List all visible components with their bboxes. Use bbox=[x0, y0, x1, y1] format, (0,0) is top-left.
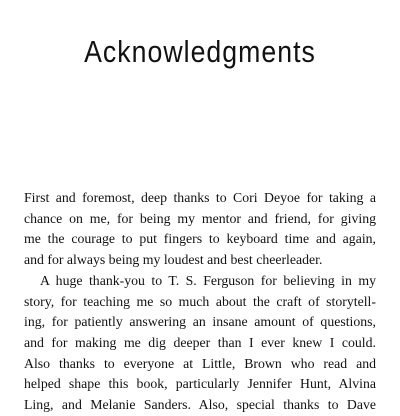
text-line: Also thanks to everyone at Little, Brown who read and bbox=[24, 355, 376, 371]
page-heading: Acknowledgments bbox=[84, 34, 316, 69]
text-line: ing, for patiently answering an insane amount of questions, bbox=[24, 314, 376, 330]
text-line: me the courage to put fingers to keyboard time and again, bbox=[24, 231, 376, 247]
text-line: helped shape this book, particularly Jennifer Hunt, Alvina bbox=[24, 376, 376, 392]
acknowledgments-body bbox=[24, 188, 376, 416]
text-line: chance on me, for being my mentor and friend, for giving bbox=[24, 210, 376, 226]
text-line: and for making me dig deeper than I ever knew I could. bbox=[24, 334, 376, 350]
text-line: A huge thank-you to T. S. Ferguson for believing in my bbox=[40, 272, 376, 288]
text-line: First and foremost, deep thanks to Cori Deyoe for taking a bbox=[24, 190, 376, 205]
text-line: story, for teaching me so much about the craft of storytell- bbox=[24, 293, 376, 309]
text-line: Ling, and Melanie Sanders. Also, special thanks to Dave bbox=[24, 397, 376, 413]
paragraph-2 bbox=[24, 271, 376, 416]
paragraph-1 bbox=[24, 188, 376, 271]
text-line: and for always being my loudest and best cheerleader. bbox=[24, 252, 323, 268]
